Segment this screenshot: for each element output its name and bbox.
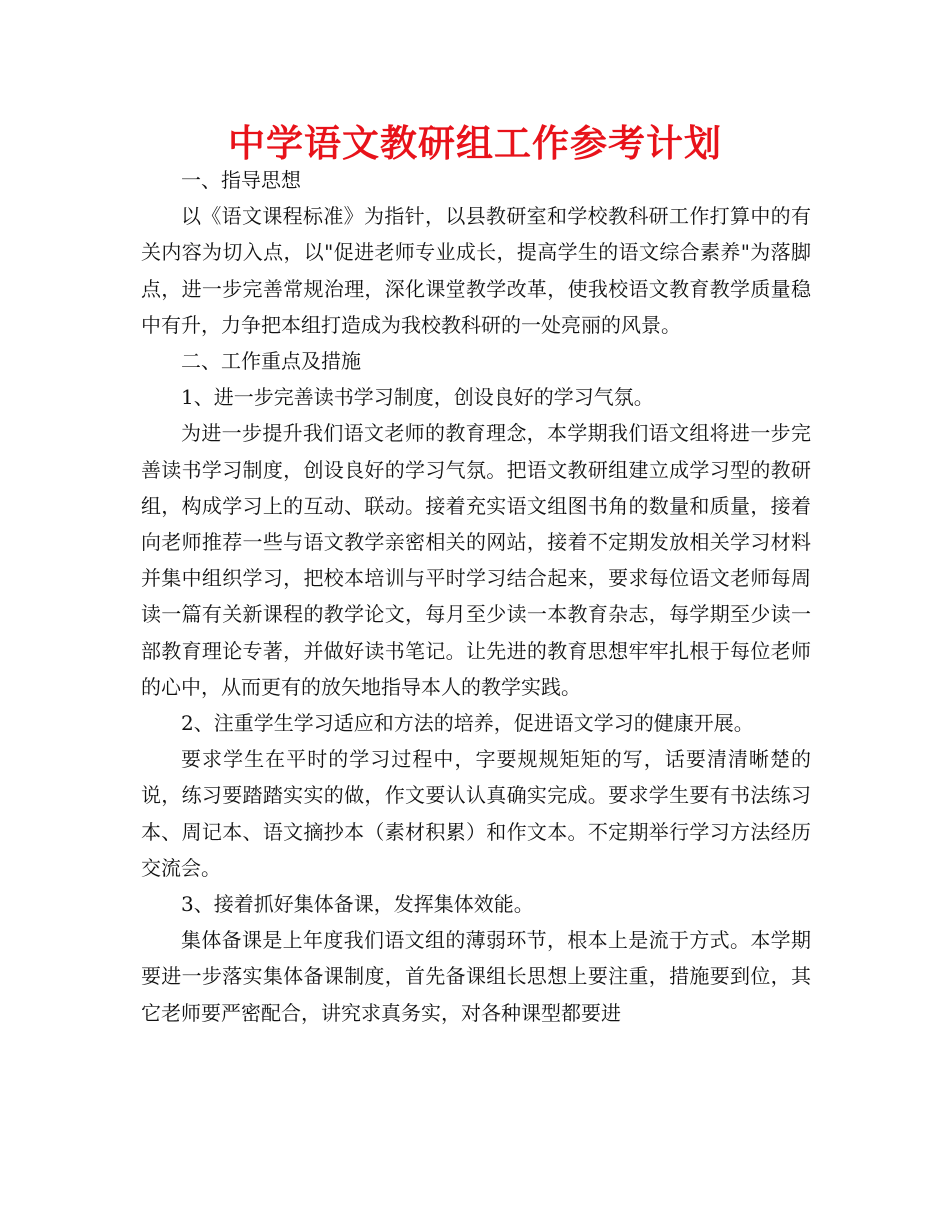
subheading-study-habits: 2、注重学生学习适应和方法的培养，促进语文学习的健康开展。 — [181, 711, 754, 736]
section-heading-guiding-ideology: 一、指导思想 — [181, 168, 301, 192]
paragraph-collective-lesson-prep: 集体备课是上年度我们语文组的薄弱环节，根本上是流于方式。本学期要进一步落实集体备课制度，首先备课组长思想上要注重，措施要到位，其它老师要严密配合，讲究求真务实，对各种课型都要进 — [141, 928, 811, 1025]
paragraph-guiding-ideology: 以《语文课程标准》为指针，以县教研室和学校教科研工作打算中的有关内容为切入点，以"促进老师专业成长，提高学生的语文综合素养"为落脚点，进一步完善常规治理，深化课堂教学改革，使我校语文教育教学质量稳中有升，力争把本组打造成为我校教科研的一处亮丽的风景。 — [141, 204, 811, 337]
subheading-collective-lesson-prep: 3、接着抓好集体备课，发挥集体效能。 — [181, 892, 534, 917]
subheading-reading-system: 1、进一步完善读书学习制度，创设良好的学习气氛。 — [181, 385, 654, 410]
paragraph-reading-system: 为进一步提升我们语文老师的教育理念，本学期我们语文组将进一步完善读书学习制度，创设良好的学习气氛。把语文教研组建立成学习型的教研组，构成学习上的互动、联动。接着充实语文组图书角的数量和质量，接着向老师推荐一些与语文教学亲密相关的网站，接着不定期发放相关学习材料并集中组织学习，把校本培训与平时学习结合起来，要求每位语文老师每周读一篇有关新课程的教学论文，每月至少读一本教育杂志，每学期至少读一部教育理论专著，并做好读书笔记。让先进的教育思想牢牢扎根于每位老师的心中，从而更有的放矢地指导本人的教学实践。 — [141, 421, 811, 699]
section-heading-work-focus: 二、工作重点及措施 — [181, 349, 361, 374]
document-title: 中学语文教研组工作参考计划 — [228, 122, 722, 165]
document-body — [141, 162, 811, 1031]
paragraph-study-habits: 要求学生在平时的学习过程中，字要规规矩矩的写，话要清清晰楚的说，练习要踏踏实实的做，作文要认认真确实完成。要求学生要有书法练习本、周记本、语文摘抄本（素材积累）和作文本。不定期举行学习方法经历交流会。 — [141, 747, 811, 880]
